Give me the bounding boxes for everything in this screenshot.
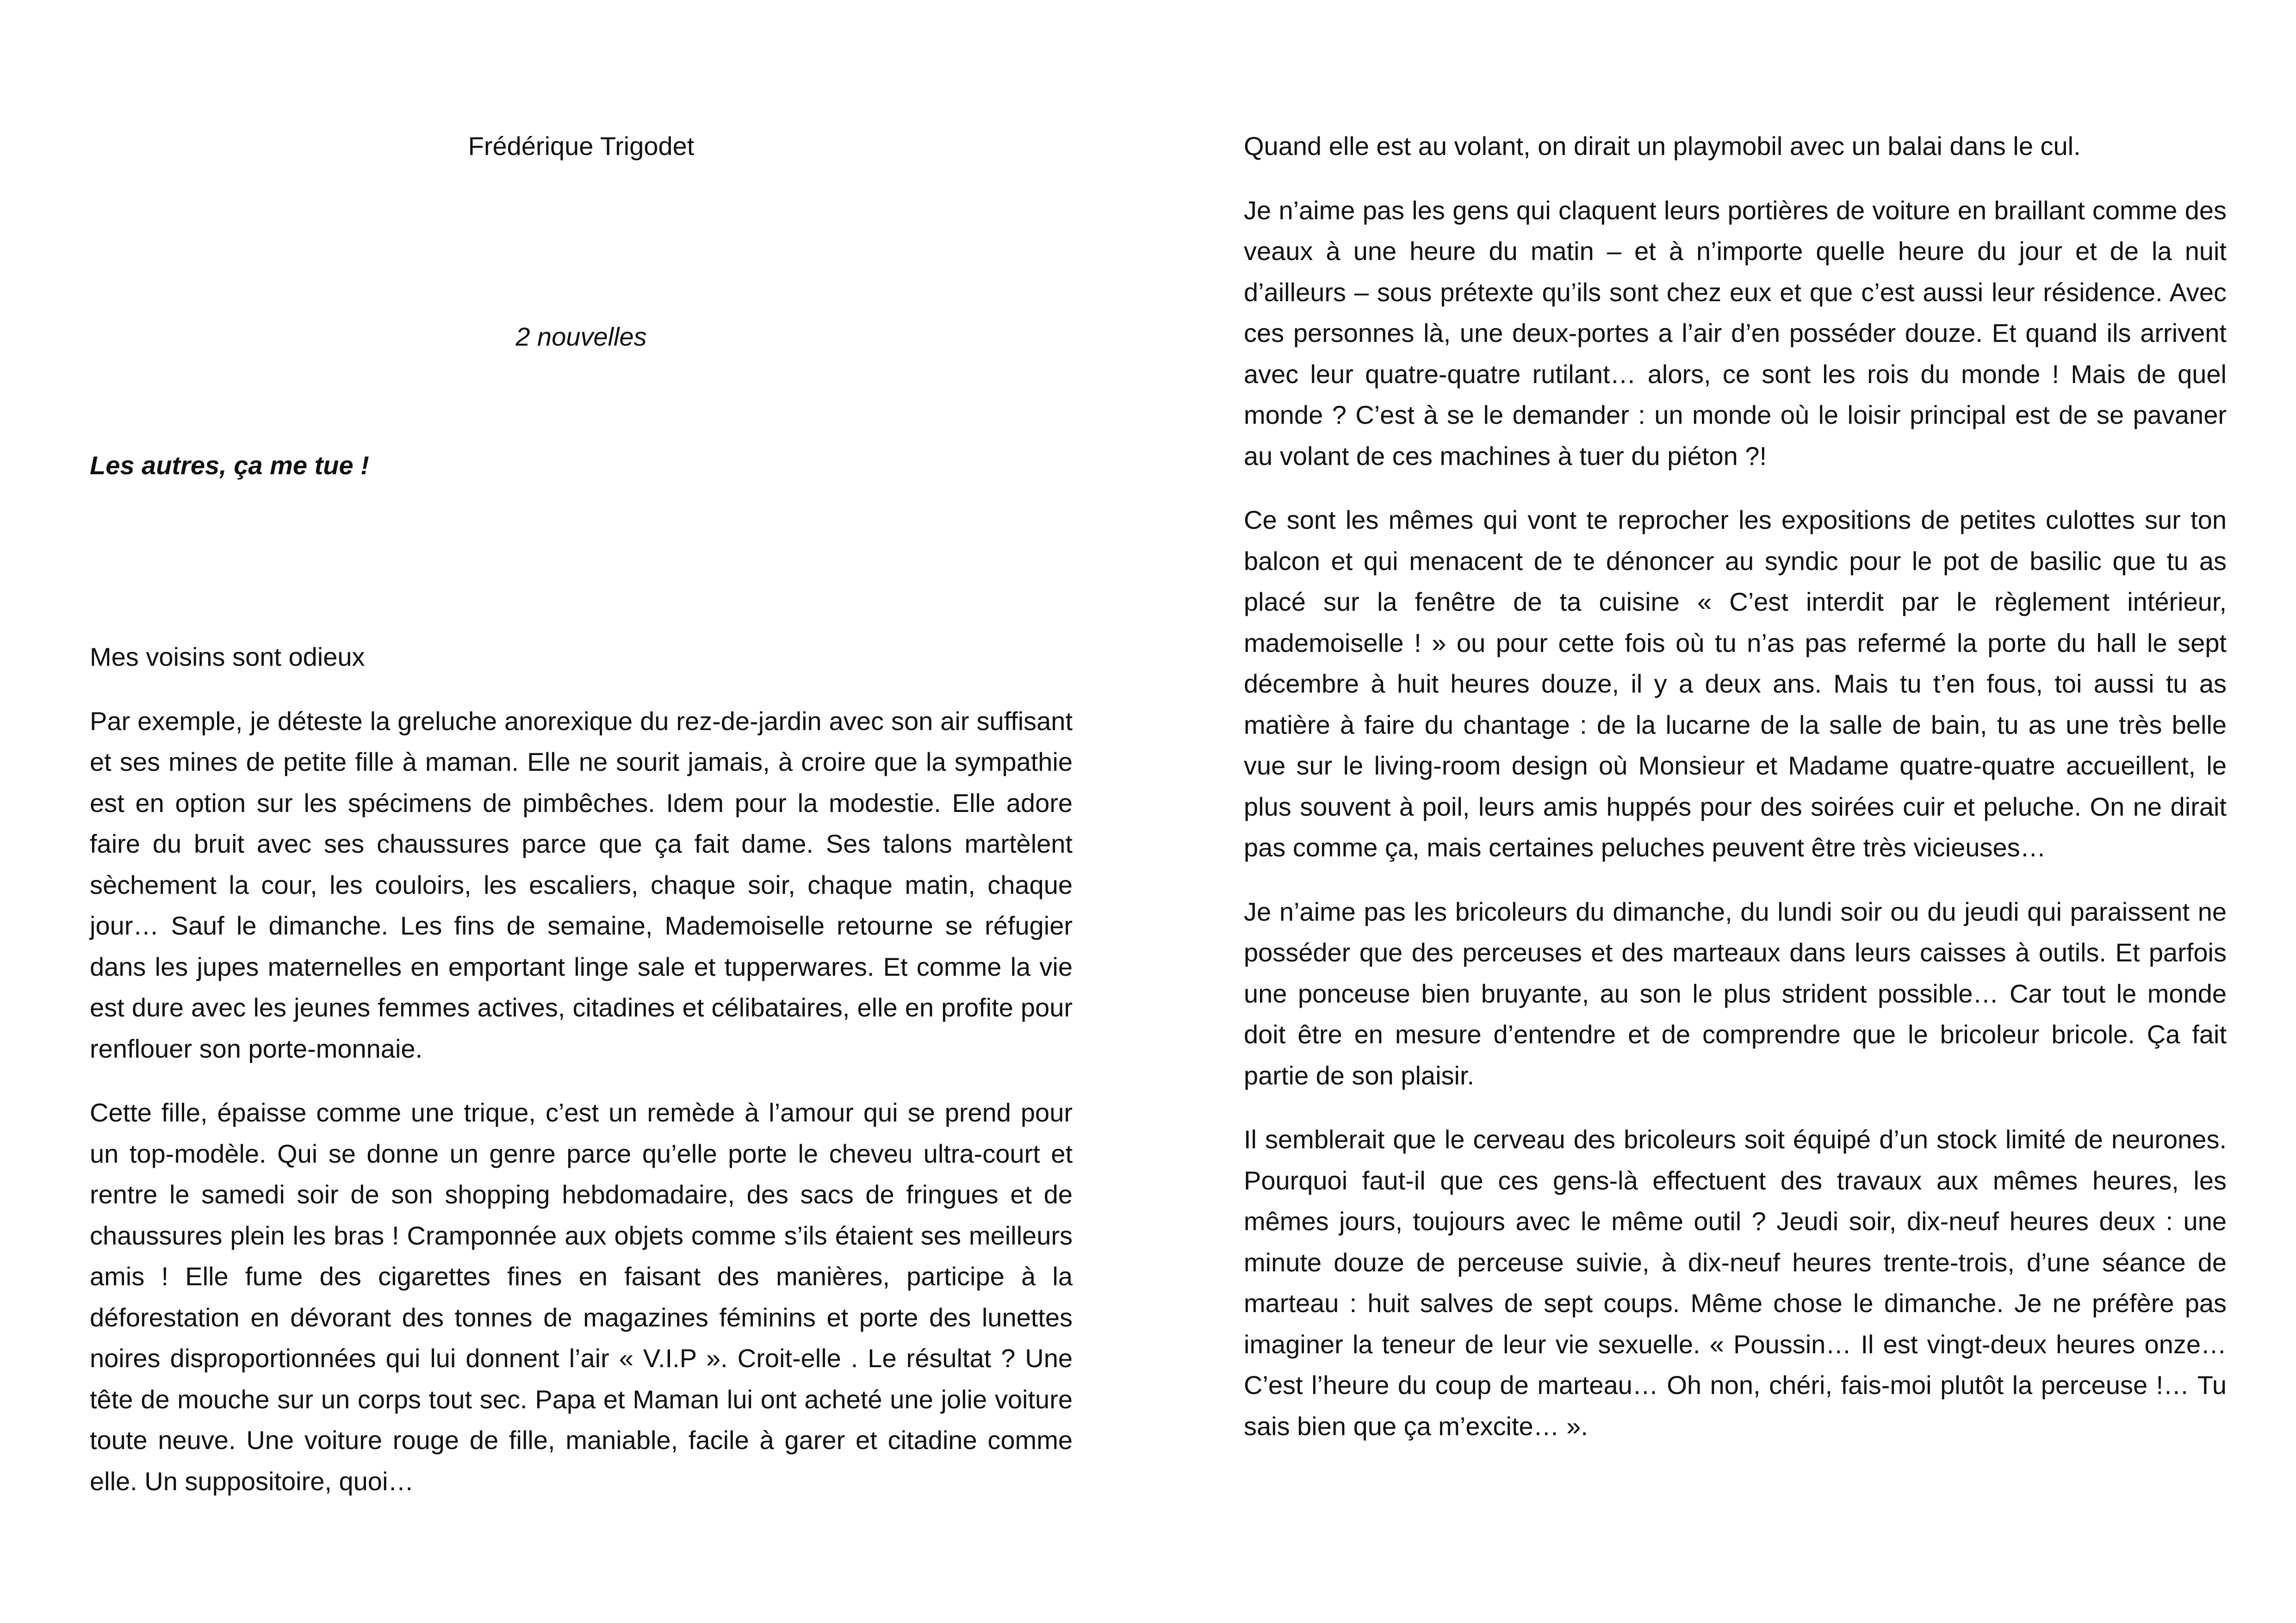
paragraph: Ce sont les mêmes qui vont te reprocher les expositions de petites culottes sur ton balcon et qui menacent de te dénoncer au syndic pour le pot de basilic que tu as placé sur la fenêtre de ta cuisine « C’est interdit par le règlement intérieur, mademoiselle ! » ou pour cette fois où tu n’as pas refermé la porte du hall le sept décembre à huit heures douze, il y a deux ans. Mais tu t’en fous, toi aussi tu as matière à faire du chantage : de la lucarne de la salle de bain, tu as une très belle vue sur le living-room design où Monsieur et Madame quatre-quatre accueillent, le plus souvent à poil, leurs amis huppés pour des soirées cuir et peluche. On ne dirait pas comme ça, mais certaines peluches peuvent être très vicieuses… (1244, 505, 2227, 862)
story-title: Les autres, ça me tue ! (90, 451, 369, 480)
paragraph: Il semblerait que le cerveau des bricoleurs soit équipé d’un stock limité de neurones. Pourquoi faut-il que ces gens-là effectuent des travaux aux mêmes heures, les mêmes jours, toujours avec le même outil ? Jeudi soir, dix-neuf heures deux : une minute douze de perceuse suivie, à dix-neuf heures trente-trois, d’une séance de marteau : huit salves de sept coups. Même chose le dimanche. Je ne préfère pas imaginer la teneur de leur vie sexuelle. « Poussin… Il est vingt-deux heures onze… C’est l’heure du coup de marteau… Oh non, chéri, fais-moi plutôt la perceuse !… Tu sais bien que ça m’excite… ». (1244, 1125, 2227, 1441)
paragraph: Je n’aime pas les gens qui claquent leurs portières de voiture en braillant comme des veaux à une heure du matin – et à n’importe quelle heure du jour et de la nuit d’ailleurs – sous prétexte qu’ils sont chez eux et que c’est aussi leur résidence. Avec ces personnes là, une deux-portes a l’air d’en posséder douze. Et quand ils arrivent avec leur quatre-quatre rutilant… alors, ce sont les rois du monde ! Mais de quel monde ? C’est à se le demander : un monde où le loisir principal est de se pavaner au volant de ces machines à tuer du piéton ?! (1244, 195, 2227, 471)
right-page-body (1244, 126, 2227, 1470)
author-name: Frédérique Trigodet (468, 131, 695, 161)
paragraph-opening-line: Mes voisins sont odieux (90, 642, 365, 671)
paragraph: Je n’aime pas les bricoleurs du dimanche, du lundi soir ou du jeudi qui paraissent ne posséder que des perceuses et des marteaux dans leurs caisses à outils. Et parfois une ponceuse bien bruyante, au son le plus strident possible… Car tout le monde doit être en mesure d’entendre et de comprendre que le bricoleur bricole. Ça fait partie de son plaisir. (1244, 897, 2227, 1090)
left-page-body (90, 637, 1073, 1525)
paragraph: Quand elle est au volant, on dirait un playmobil avec un balai dans le cul. (1244, 131, 2081, 161)
paragraph: Cette fille, épaisse comme une trique, c’est un remède à l’amour qui se prend pour un top-modèle. Qui se donne un genre parce qu’elle porte le cheveu ultra-court et rentre le samedi soir de son shopping hebdomadaire, des sacs de fringues et de chaussures plein les bras ! Cramponnée aux objets comme s’ils étaient ses meilleurs amis ! Elle fume des cigarettes fines en faisant des manières, participe à la déforestation en dévorant des tonnes de magazines féminins et porte des lunettes noires disproportionnées qui lui donnent l’air « V.I.P ». Croit-elle . Le résultat ? Une tête de mouche sur un corps tout sec. Papa et Maman lui ont acheté une jolie voiture toute neuve. Une voiture rouge de fille, maniable, facile à garer et citadine comme elle. Un suppositoire, quoi… (90, 1098, 1073, 1496)
book-subtitle: 2 nouvelles (515, 322, 647, 351)
paragraph: Par exemple, je déteste la greluche anorexique du rez-de-jardin avec son air suffisant et ses mines de petite fille à maman. Elle ne sourit jamais, à croire que la sympathie est en option sur les spécimens de pimbêches. Idem pour la modestie. Elle adore faire du bruit avec ses chaussures parce que ça fait dame. Ses talons martèlent sèchement la cour, les couloirs, les escaliers, chaque soir, chaque matin, chaque jour… Sauf le dimanche. Les fins de semaine, Mademoiselle retourne se réfugier dans les jupes maternelles en emportant linge sale et tupperwares. Et comme la vie est dure avec les jeunes femmes actives, citadines et célibataires, elle en profite pour renflouer son porte-monnaie. (90, 706, 1073, 1063)
